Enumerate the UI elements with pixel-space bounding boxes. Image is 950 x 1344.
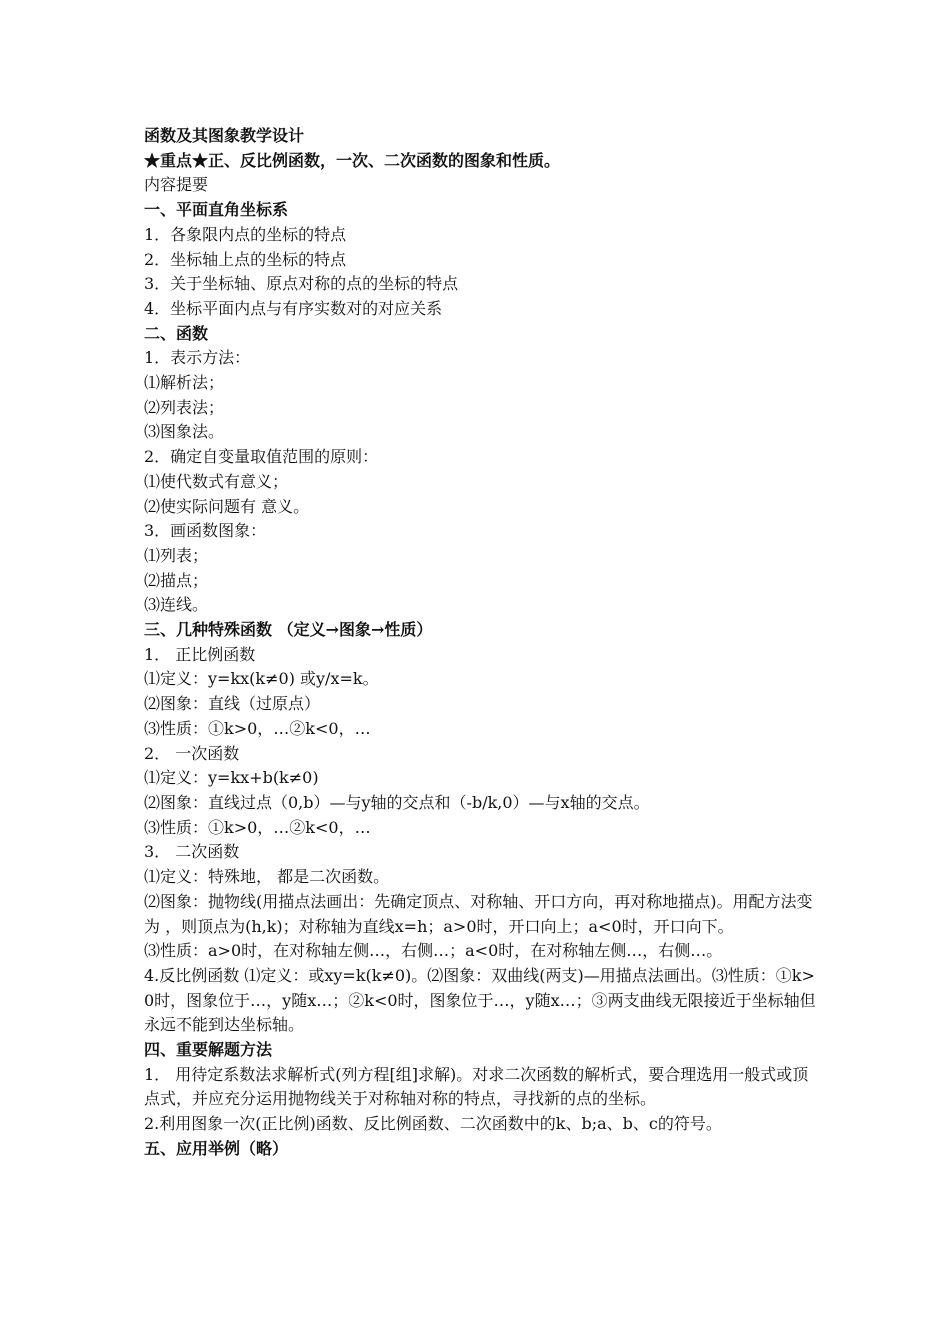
section2-line: ⑴解析法； — [144, 373, 225, 393]
section1-item: 3．关于坐标轴、原点对称的点的坐标的特点 — [144, 274, 459, 294]
section3-line: 1． 正比例函数 — [144, 644, 256, 664]
quadratic-image-paragraph: ⑵图象：抛物线(用描点法画出：先确定顶点、对称轴、开口方向，再对称地描点)。用配方法变为 ，则顶点为(h,k)；对称轴为直线x=h；a>0时，开口向上；a<0时，开口向下。 — [144, 891, 813, 936]
section5-heading: 五、应用举例（略） — [144, 1138, 289, 1158]
section1-heading: 一、平面直角坐标系 — [144, 200, 289, 220]
section2-line: ⑶连线。 — [144, 595, 209, 615]
section2-line: ⑶图象法。 — [144, 422, 225, 442]
section3-line: ⑴定义：特殊地， 都是二次函数。 — [144, 867, 390, 887]
quadratic-property-paragraph: ⑶性质：a>0时，在对称轴左侧…，右侧…；a<0时，在对称轴左侧…，右侧…。 — [144, 941, 723, 961]
section3-line: ⑶性质：①k>0，…②k<0，… — [144, 718, 371, 738]
section2-line: ⑴列表； — [144, 545, 209, 565]
focus-line: ★重点★正、反比例函数，一次、二次函数的图象和性质。 — [144, 150, 561, 170]
document-title: 函数及其图象教学设计 — [144, 126, 305, 145]
section2-line: 2．确定自变量取值范围的原则： — [144, 447, 379, 467]
section3-heading: 三、几种特殊函数 （定义→图象→性质） — [144, 620, 433, 640]
summary-label: 内容提要 — [144, 175, 209, 195]
section3-line: ⑴定义：y=kx(k≠0) 或y/x=k。 — [144, 669, 379, 689]
section3-line: ⑶性质：①k>0，…②k<0，… — [144, 817, 371, 837]
inverse-function-paragraph: 4.反比例函数 ⑴定义：或xy=k(k≠0)。⑵图象：双曲线(两支)—用描点法画出。⑶性质：①k>0时，图象位于…，y随x…；②k<0时，图象位于…，y随x…；③两支曲线无限接近于坐标轴但永远不能到达坐标轴。 — [144, 965, 816, 1035]
document-body — [144, 124, 824, 1162]
section3-line: ⑵图象：直线（过原点） — [144, 694, 321, 714]
section2-line: ⑵使实际问题有 意义。 — [144, 496, 310, 516]
section4-heading: 四、重要解题方法 — [144, 1040, 273, 1060]
section2-line: 1．表示方法： — [144, 348, 251, 368]
section2-heading: 二、函数 — [144, 323, 209, 343]
section1-item: 1．各象限内点的坐标的特点 — [144, 224, 347, 244]
section1-item: 2．坐标轴上点的坐标的特点 — [144, 249, 347, 269]
section1-item: 4．坐标平面内点与有序实数对的对应关系 — [144, 298, 443, 318]
section2-line: ⑴使代数式有意义； — [144, 471, 289, 491]
section2-line: 3．画函数图象： — [144, 521, 267, 541]
section2-line: ⑵描点； — [144, 570, 209, 590]
section2-line: ⑵列表法； — [144, 397, 225, 417]
section3-line: ⑵图象：直线过点（0,b）—与y轴的交点和（-b/k,0）—与x轴的交点。 — [144, 792, 650, 812]
section3-line: ⑴定义：y=kx+b(k≠0) — [144, 768, 319, 788]
method-paragraph-2: 2.利用图象一次(正比例)函数、反比例函数、二次函数中的k、b;a、b、c的符号。 — [144, 1114, 722, 1134]
section3-line: 2． 一次函数 — [144, 743, 240, 763]
section3-line: 3． 二次函数 — [144, 842, 240, 862]
method-paragraph-1: 1． 用待定系数法求解析式(列方程[组]求解)。对求二次函数的解析式，要合理选用一般式或顶点式，并应充分运用抛物线关于对称轴对称的特点，寻找新的点的坐标。 — [144, 1064, 809, 1109]
